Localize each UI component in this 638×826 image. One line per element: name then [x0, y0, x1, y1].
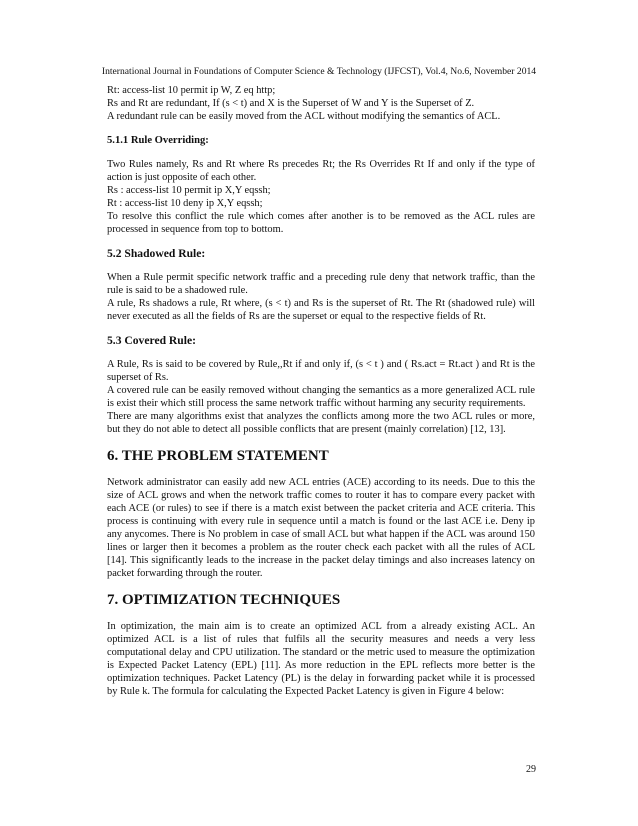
paragraph: A Rule, Rs is said to be covered by Rule,,Rt if and only if, (s < t ) and ( Rs.act = Rt.act ) and Rt is the superset of Rs. — [107, 359, 535, 383]
paragraph: There are many algorithms exist that analyzes the conflicts among more the two ACL rules or more, but they do not able to detect all possible conflicts that are present (mainly correlation) [12, 13]. — [107, 411, 535, 435]
paragraph: In optimization, the main aim is to create an optimized ACL from a already existing ACL. An optimized ACL is a list of rules that fulfils all the security measures and needs a very less computational delay and CPU utilization. The standard or the metric used to measure the optimization is Expected Packet Latency (EPL) [11]. As more reduction in the EPL reflects more better is the optimization techniques. Packet Latency (PL) is the delay in forwarding packet while it is processed by Rule k. The formula for calculating the Expected Packet Latency is given in Figure 4 below: — [107, 621, 535, 697]
paragraph: To resolve this conflict the rule which comes after another is to be removed as the ACL rules are processed in sequence from top to bottom. — [107, 211, 535, 235]
paragraph: A covered rule can be easily removed without changing the semantics as a more generalized ACL rule is exist their which still process the same network traffic without harming any security requirements. — [107, 385, 535, 409]
section-heading-5-2: 5.2 Shadowed Rule: — [107, 247, 206, 260]
code-line: Rs : access-list 10 permit ip X,Y eqssh; — [107, 185, 271, 196]
paragraph: A rule, Rs shadows a rule, Rt where, (s < t) and Rs is the superset of Rt. The Rt (shadowed rule) will never executed as all the fields of Rs are the superset or equal to the respective fields of Rt. — [107, 298, 535, 322]
main-content — [107, 84, 535, 698]
intro-line: Rs and Rt are redundant, If (s < t) and X is the Superset of W and Y is the Superset of Z. — [107, 98, 475, 109]
paragraph: When a Rule permit specific network traffic and a preceding rule deny that network traffic, than the rule is said to be a shadowed rule. — [107, 272, 535, 296]
paragraph: Network administrator can easily add new ACL entries (ACE) according to its needs. Due to this the size of ACL grows and when the network traffic comes to router it has to compare every packet with each ACE (or rules) to see if there is a match exist between the packet criteria and ACE criteria. This process is continuing with every rule in sequence until a match is found or the last ACE i.e. Deny ip any anycomes. There is No problem in case of small ACL but what happen if the ACL was around 150 lines or larger then it becomes a problem as the router check each packet with all the rules of ACL [14]. This significantly leads to the increase in the packet delay timings and also increases latency on packet forwarding through the router. — [107, 477, 535, 579]
page-number: 29 — [526, 764, 536, 775]
code-line: Rt : access-list 10 deny ip X,Y eqssh; — [107, 198, 263, 209]
section-heading-5-1-1: 5.1.1 Rule Overriding: — [107, 135, 209, 146]
section-heading-6: 6. THE PROBLEM STATEMENT — [107, 448, 329, 464]
running-header: International Journal in Foundations of Computer Science & Technology (IJFCST), Vol.4, No.6, November 2014 — [101, 66, 537, 77]
paragraph: Two Rules namely, Rs and Rt where Rs precedes Rt; the Rs Overrides Rt If and only if the type of action is just opposite of each other. — [107, 159, 535, 183]
intro-line: A redundant rule can be easily moved from the ACL without modifying the semantics of ACL. — [107, 111, 501, 122]
section-heading-5-3: 5.3 Covered Rule: — [107, 334, 196, 347]
intro-line: Rt: access-list 10 permit ip W, Z eq http; — [107, 85, 276, 96]
section-heading-7: 7. OPTIMIZATION TECHNIQUES — [107, 592, 341, 608]
